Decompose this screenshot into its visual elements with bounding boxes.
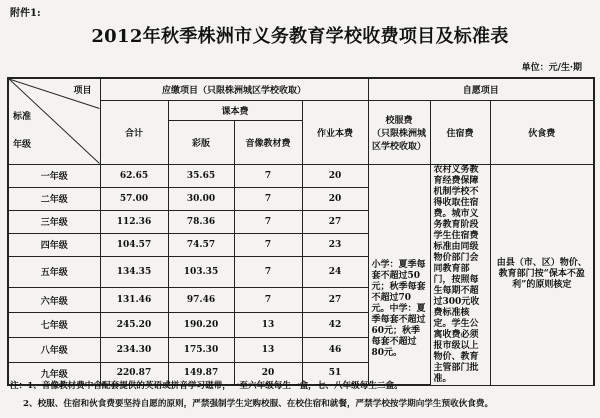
homework-cell: 20 (302, 187, 368, 210)
footnotes (10, 377, 595, 413)
av-materials-cell: 13 (234, 313, 302, 338)
header-required-items: 应缴项目（只限株洲城区学校收取） (100, 78, 368, 100)
table-row (8, 164, 594, 187)
footnote-2: 2、校服、住宿和伙食费要坚持自愿的原则，严禁强制学生定购校服、在校住宿和就餐，严禁学校按学期向学生预收伙食费。 (23, 399, 494, 409)
header-meal-fee: 伙食费 (490, 100, 594, 164)
total-cell: 112.36 (100, 210, 168, 233)
attachment-label: 附件1: (10, 8, 41, 19)
color-edition-cell: 103.35 (168, 256, 234, 288)
av-materials-cell: 7 (234, 210, 302, 233)
header-uniform-fee: 校服费 （只限株洲城区学校收取） (368, 100, 430, 164)
grade-cell: 二年级 (8, 187, 100, 210)
uniform-spacer-top (368, 164, 430, 256)
header-color-edition: 彩版 (168, 120, 234, 164)
color-edition-cell: 35.65 (168, 164, 234, 187)
homework-cell: 27 (302, 210, 368, 233)
header-textbook-fee: 课本费 (168, 100, 302, 120)
grade-cell: 六年级 (8, 288, 100, 313)
grade-cell: 八年级 (8, 337, 100, 362)
grade-cell: 一年级 (8, 164, 100, 187)
grade-cell: 三年级 (8, 210, 100, 233)
av-materials-cell: 20 (234, 362, 302, 385)
header-homework-fee: 作业本费 (302, 100, 368, 164)
grade-cell: 四年级 (8, 233, 100, 256)
header-voluntary-items: 自愿项目 (368, 78, 594, 100)
grade-cell: 九年级 (8, 362, 100, 385)
homework-cell: 51 (302, 362, 368, 385)
homework-cell: 46 (302, 337, 368, 362)
document-title: 2012年秋季株洲市义务教育学校收费项目及标准表 (91, 26, 509, 47)
total-cell: 134.35 (100, 256, 168, 288)
header-av-materials: 音像教材费 (234, 120, 302, 164)
total-cell: 220.87 (100, 362, 168, 385)
homework-cell: 23 (302, 233, 368, 256)
color-edition-cell: 78.36 (168, 210, 234, 233)
grade-cell: 五年级 (8, 256, 100, 288)
uniform-note-cell: 小学：夏季每套不超过50元；秋季每套不超过70元。中学：夏季每套不超过60元；秋季每套不超过80元。 (368, 256, 430, 362)
grade-cell: 七年级 (8, 313, 100, 338)
total-cell: 57.00 (100, 187, 168, 210)
header-corner-cell (8, 78, 100, 164)
homework-cell: 20 (302, 164, 368, 187)
meal-note-cell: 由县（市、区）物价、教育部门按“保本不盈利”的原则核定 (490, 164, 594, 385)
color-edition-cell: 190.20 (168, 313, 234, 338)
color-edition-cell: 30.00 (168, 187, 234, 210)
homework-cell: 42 (302, 313, 368, 338)
lodging-note-cell: 农村义务教育经费保障机制学校不得收取住宿费。城市义务教育阶段学生住宿费标准由同级物价部门会同教育部门，按照每生每期不超过300元收费标准核定。学生公寓收费必须报市级以上物价、教育主管部门批准。 (430, 164, 490, 385)
header-total: 合计 (100, 100, 168, 164)
color-edition-cell: 175.30 (168, 337, 234, 362)
av-materials-cell: 7 (234, 256, 302, 288)
color-edition-cell: 74.57 (168, 233, 234, 256)
homework-cell: 27 (302, 288, 368, 313)
footnote-1: 注：1、音像教材费中含配套提供的英语或拼音学习磁带，一至六年级每生一盒，七、八年级每生二盒。 (10, 381, 403, 391)
av-materials-cell: 7 (234, 187, 302, 210)
unit-label: 单位：元/生·期 (521, 63, 582, 73)
color-edition-cell: 97.46 (168, 288, 234, 313)
header-lodging-fee: 住宿费 (430, 100, 490, 164)
av-materials-cell: 7 (234, 164, 302, 187)
total-cell: 104.57 (100, 233, 168, 256)
av-materials-cell: 7 (234, 233, 302, 256)
total-cell: 234.30 (100, 337, 168, 362)
homework-cell: 24 (302, 256, 368, 288)
corner-label-standard: 标准 (13, 112, 32, 122)
corner-label-item: 项目 (73, 86, 92, 96)
fee-table (7, 77, 595, 386)
total-cell: 62.65 (100, 164, 168, 187)
total-cell: 131.46 (100, 288, 168, 313)
av-materials-cell: 13 (234, 337, 302, 362)
color-edition-cell: 149.87 (168, 362, 234, 385)
av-materials-cell: 7 (234, 288, 302, 313)
corner-label-grade: 年级 (13, 140, 32, 150)
total-cell: 245.20 (100, 313, 168, 338)
